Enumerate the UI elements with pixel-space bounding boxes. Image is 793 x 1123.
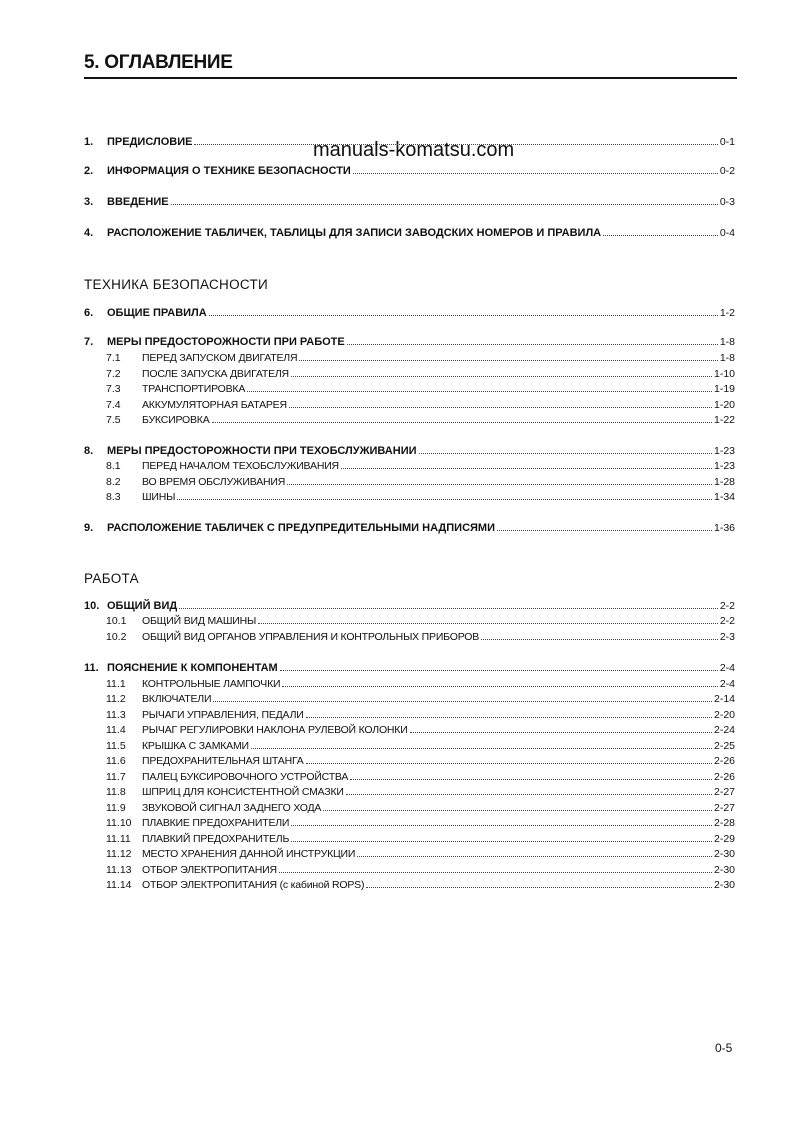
toc-entry[interactable] xyxy=(84,351,735,365)
leader-dots xyxy=(341,467,712,469)
entry-number: 11.9 xyxy=(106,802,126,814)
entry-page: 2-27 xyxy=(713,786,735,798)
leader-dots xyxy=(366,886,712,888)
entry-page: 2-25 xyxy=(713,740,735,752)
entry-page: 2-14 xyxy=(713,693,735,705)
entry-number: 8.1 xyxy=(106,460,121,472)
entry-number: 11.7 xyxy=(106,771,126,783)
leader-dots xyxy=(177,498,712,500)
entry-title: ПЕРЕД НАЧАЛОМ ТЕХОБСЛУЖИВАНИЯ xyxy=(142,460,339,472)
toc-entry[interactable] xyxy=(84,739,735,753)
toc-entry[interactable] xyxy=(84,785,735,799)
page-title: 5. ОГЛАВЛЕНИЕ xyxy=(84,52,233,73)
entry-page: 2-20 xyxy=(713,709,735,721)
entry-page: 0-2 xyxy=(719,165,735,177)
entry-page: 1-8 xyxy=(719,352,735,364)
entry-page: 2-3 xyxy=(719,631,735,643)
leader-dots xyxy=(497,529,712,531)
entry-number: 11.1 xyxy=(106,678,126,690)
entry-title: БУКСИРОВКА xyxy=(142,414,210,426)
toc-entry[interactable] xyxy=(84,164,735,178)
entry-number: 2. xyxy=(84,165,94,177)
entry-number: 11.10 xyxy=(106,817,132,829)
leader-dots xyxy=(481,638,718,640)
entry-number: 10.1 xyxy=(106,615,127,627)
leader-dots xyxy=(282,685,717,687)
entry-page: 2-4 xyxy=(719,662,735,674)
leader-dots xyxy=(323,809,712,811)
toc-entry[interactable] xyxy=(84,599,735,613)
entry-title: ОБЩИЕ ПРАВИЛА xyxy=(107,307,207,319)
entry-title: ВВЕДЕНИЕ xyxy=(107,196,169,208)
toc-entry[interactable] xyxy=(84,847,735,861)
entry-number: 1. xyxy=(84,136,94,148)
toc-entry[interactable] xyxy=(84,816,735,830)
toc-entry[interactable] xyxy=(84,490,735,504)
leader-dots xyxy=(251,747,712,749)
entry-page: 1-20 xyxy=(713,399,735,411)
entry-page: 1-22 xyxy=(713,414,735,426)
toc-entry[interactable] xyxy=(84,630,735,644)
entry-page: 1-23 xyxy=(713,445,735,457)
entry-title: РАСПОЛОЖЕНИЕ ТАБЛИЧЕК С ПРЕДУПРЕДИТЕЛЬНЫМИ НАДПИСЯМИ xyxy=(107,522,495,534)
entry-title: КРЫШКА С ЗАМКАМИ xyxy=(142,740,249,752)
entry-number: 10. xyxy=(84,600,100,612)
toc-entry[interactable] xyxy=(84,832,735,846)
entry-number: 8.3 xyxy=(106,491,121,503)
page-number: 0-5 xyxy=(715,1041,733,1055)
entry-number: 11.3 xyxy=(106,709,126,721)
leader-dots xyxy=(419,452,712,454)
entry-title: ВО ВРЕМЯ ОБСЛУЖИВАНИЯ xyxy=(142,476,286,488)
entry-number: 7.3 xyxy=(106,383,121,395)
entry-number: 11.14 xyxy=(106,879,132,891)
leader-dots xyxy=(347,343,718,345)
entry-number: 11.8 xyxy=(106,786,126,798)
entry-title: ОТБОР ЭЛЕКТРОПИТАНИЯ (с кабиной ROPS) xyxy=(142,879,365,891)
toc-entry[interactable] xyxy=(84,521,735,535)
leader-dots xyxy=(213,700,712,702)
leader-dots xyxy=(410,731,712,733)
entry-title: ОБЩИЙ ВИД МАШИНЫ xyxy=(142,615,257,627)
toc-entry[interactable] xyxy=(84,863,735,877)
entry-title: ПЛАВКИЕ ПРЕДОХРАНИТЕЛИ xyxy=(142,817,290,829)
section-heading-safety: ТЕХНИКА БЕЗОПАСНОСТИ xyxy=(84,277,269,292)
entry-page: 1-28 xyxy=(713,476,735,488)
toc-entry[interactable] xyxy=(84,382,735,396)
entry-page: 2-30 xyxy=(713,879,735,891)
leader-dots xyxy=(291,824,712,826)
entry-page: 2-4 xyxy=(719,678,735,690)
entry-page: 2-27 xyxy=(713,802,735,814)
entry-title: ТРАНСПОРТИРОВКА xyxy=(142,383,246,395)
leader-dots xyxy=(171,203,718,205)
entry-page: 1-36 xyxy=(713,522,735,534)
entry-title: РЫЧАГ РЕГУЛИРОВКИ НАКЛОНА РУЛЕВОЙ КОЛОНКИ xyxy=(142,724,408,736)
entry-title: РАСПОЛОЖЕНИЕ ТАБЛИЧЕК, ТАБЛИЦЫ ДЛЯ ЗАПИСИ ЗАВОДСКИХ НОМЕРОВ И ПРАВИЛА xyxy=(107,227,602,239)
entry-title: ПЕРЕД ЗАПУСКОМ ДВИГАТЕЛЯ xyxy=(142,352,298,364)
toc-entry[interactable] xyxy=(84,878,735,892)
entry-number: 11.6 xyxy=(106,755,126,767)
watermark: manuals-komatsu.com xyxy=(313,139,515,161)
toc-entry[interactable] xyxy=(84,335,735,349)
entry-title: ПАЛЕЦ БУКСИРОВОЧНОГО УСТРОЙСТВА xyxy=(142,771,349,783)
toc-entry[interactable] xyxy=(84,195,735,209)
toc-entry[interactable] xyxy=(84,306,735,320)
entry-number: 10.2 xyxy=(106,631,127,643)
leader-dots xyxy=(291,375,712,377)
entry-title: КОНТРОЛЬНЫЕ ЛАМПОЧКИ xyxy=(142,678,281,690)
entry-number: 8.2 xyxy=(106,476,121,488)
entry-title: ШПРИЦ ДЛЯ КОНСИСТЕНТНОЙ СМАЗКИ xyxy=(142,786,344,798)
entry-title: ПРЕДОХРАНИТЕЛЬНАЯ ШТАНГА xyxy=(142,755,304,767)
entry-page: 0-4 xyxy=(719,227,735,239)
toc-entry[interactable] xyxy=(84,398,735,412)
entry-page: 0-1 xyxy=(719,136,735,148)
entry-page: 2-29 xyxy=(713,833,735,845)
entry-number: 7.4 xyxy=(106,399,121,411)
entry-number: 11.12 xyxy=(106,848,132,860)
entry-number: 7.2 xyxy=(106,368,121,380)
entry-number: 7.5 xyxy=(106,414,121,426)
entry-number: 11.5 xyxy=(106,740,126,752)
leader-dots xyxy=(279,871,712,873)
entry-number: 11.13 xyxy=(106,864,132,876)
entry-number: 3. xyxy=(84,196,94,208)
leader-dots xyxy=(212,421,712,423)
entry-number: 7. xyxy=(84,336,94,348)
entry-page: 2-24 xyxy=(713,724,735,736)
leader-dots xyxy=(306,716,712,718)
leader-dots xyxy=(353,172,718,174)
entry-page: 1-34 xyxy=(713,491,735,503)
leader-dots xyxy=(194,143,717,145)
entry-page: 2-30 xyxy=(713,848,735,860)
leader-dots xyxy=(209,314,718,316)
toc-entry[interactable] xyxy=(84,367,735,381)
leader-dots xyxy=(346,793,712,795)
toc-entry[interactable] xyxy=(84,661,735,675)
entry-page: 2-2 xyxy=(719,615,735,627)
title-rule xyxy=(84,77,737,79)
entry-number: 11.11 xyxy=(106,833,131,845)
entry-page: 2-30 xyxy=(713,864,735,876)
entry-page: 2-28 xyxy=(713,817,735,829)
entry-title: ПРЕДИСЛОВИЕ xyxy=(107,136,193,148)
entry-title: РЫЧАГИ УПРАВЛЕНИЯ, ПЕДАЛИ xyxy=(142,709,304,721)
leader-dots xyxy=(258,622,718,624)
entry-page: 2-26 xyxy=(713,755,735,767)
entry-number: 11.4 xyxy=(106,724,126,736)
toc-entry[interactable] xyxy=(84,692,735,706)
leader-dots xyxy=(299,359,717,361)
toc-entry[interactable] xyxy=(84,475,735,489)
entry-number: 9. xyxy=(84,522,94,534)
toc-entry[interactable] xyxy=(84,226,735,240)
toc-entry[interactable] xyxy=(84,723,735,737)
entry-title: ПЛАВКИЙ ПРЕДОХРАНИТЕЛЬ xyxy=(142,833,290,845)
toc-entry[interactable] xyxy=(84,677,735,691)
entry-page: 1-23 xyxy=(713,460,735,472)
leader-dots xyxy=(179,607,718,609)
entry-page: 1-10 xyxy=(713,368,735,380)
leader-dots xyxy=(306,762,712,764)
entry-number: 11.2 xyxy=(106,693,126,705)
toc-entry[interactable] xyxy=(84,801,735,815)
entry-title: ОТБОР ЭЛЕКТРОПИТАНИЯ xyxy=(142,864,277,876)
entry-title: МЕРЫ ПРЕДОСТОРОЖНОСТИ ПРИ РАБОТЕ xyxy=(107,336,345,348)
toc-entry[interactable] xyxy=(84,135,735,149)
toc-entry[interactable] xyxy=(84,413,735,427)
leader-dots xyxy=(289,406,712,408)
entry-title: ВКЛЮЧАТЕЛИ xyxy=(142,693,212,705)
entry-page: 2-26 xyxy=(713,771,735,783)
entry-title: МЕРЫ ПРЕДОСТОРОЖНОСТИ ПРИ ТЕХОБСЛУЖИВАНИИ xyxy=(107,445,417,457)
toc-entry[interactable] xyxy=(84,754,735,768)
leader-dots xyxy=(287,483,712,485)
entry-title: ЗВУКОВОЙ СИГНАЛ ЗАДНЕГО ХОДА xyxy=(142,802,322,814)
toc-entry[interactable] xyxy=(84,708,735,722)
entry-page: 1-8 xyxy=(719,336,735,348)
toc-entry[interactable] xyxy=(84,459,735,473)
entry-number: 4. xyxy=(84,227,94,239)
entry-title: ПОСЛЕ ЗАПУСКА ДВИГАТЕЛЯ xyxy=(142,368,289,380)
entry-title: ПОЯСНЕНИЕ К КОМПОНЕНТАМ xyxy=(107,662,278,674)
toc-entry[interactable] xyxy=(84,770,735,784)
leader-dots xyxy=(291,840,712,842)
entry-page: 2-2 xyxy=(719,600,735,612)
entry-title: ШИНЫ xyxy=(142,491,176,503)
toc-entry[interactable] xyxy=(84,444,735,458)
entry-title: АККУМУЛЯТОРНАЯ БАТАРЕЯ xyxy=(142,399,287,411)
leader-dots xyxy=(350,778,712,780)
entry-title: МЕСТО ХРАНЕНИЯ ДАННОЙ ИНСТРУКЦИИ xyxy=(142,848,356,860)
leader-dots xyxy=(247,390,712,392)
leader-dots xyxy=(603,234,718,236)
entry-number: 8. xyxy=(84,445,94,457)
entry-number: 7.1 xyxy=(106,352,121,364)
section-heading-operation: РАБОТА xyxy=(84,571,139,586)
entry-number: 6. xyxy=(84,307,94,319)
entry-page: 1-19 xyxy=(713,383,735,395)
entry-title: ИНФОРМАЦИЯ О ТЕХНИКЕ БЕЗОПАСНОСТИ xyxy=(107,165,351,177)
entry-title: ОБЩИЙ ВИД xyxy=(107,600,178,612)
entry-title: ОБЩИЙ ВИД ОРГАНОВ УПРАВЛЕНИЯ И КОНТРОЛЬНЫХ ПРИБОРОВ xyxy=(142,631,480,643)
leader-dots xyxy=(280,669,718,671)
entry-page: 1-2 xyxy=(719,307,735,319)
entry-page: 0-3 xyxy=(719,196,735,208)
leader-dots xyxy=(357,855,712,857)
entry-number: 11. xyxy=(84,662,99,674)
toc-entry[interactable] xyxy=(84,614,735,628)
